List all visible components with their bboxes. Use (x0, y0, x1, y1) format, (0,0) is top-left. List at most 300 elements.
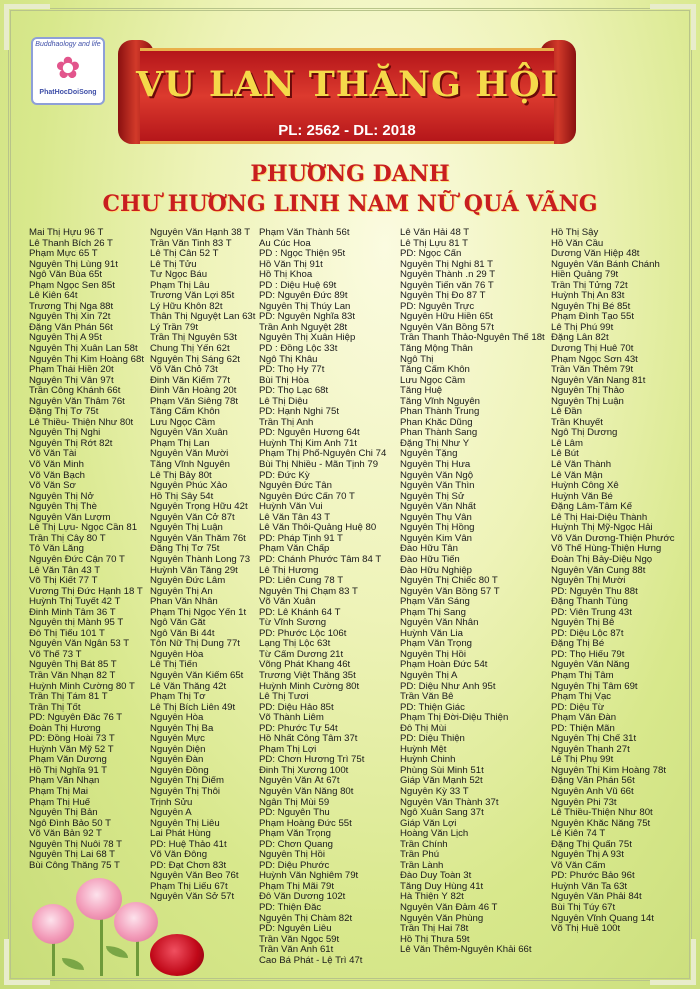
name-entry: Võ Thành Liêm (259, 713, 324, 724)
name-entry: Đặng Thị Tơ 75t (29, 407, 99, 418)
name-entry: PD: Phước Tự 54t (259, 723, 338, 734)
name-entry: Võ Văn Bản 92 T (29, 829, 102, 840)
name-entry: PD: Huệ Thảo 41t (150, 839, 227, 850)
name-entry: Nguyễn Đức Tân (259, 481, 332, 492)
name-entry: PD: Nguyên Đắc 76 T (29, 713, 123, 724)
name-entry: Nguyễn Anh Vũ 66t (551, 786, 634, 797)
name-entry: Nguyễn Thị Hưa (400, 460, 471, 471)
name-entry: Nguyễn Văn Ất 67t (259, 776, 340, 787)
name-entry: Phạm Ngọc Sen 85t (29, 280, 115, 291)
name-entry: Nguyễn Vĩnh Quang 14t (551, 913, 654, 924)
name-entry: Nguyễn Thị Hồi (400, 649, 466, 660)
name-entry: PD: Diệu Từ (551, 702, 605, 713)
name-entry: Đào Hữu Tiến (400, 554, 460, 565)
name-entry: PD: Phước Lộc 106t (259, 628, 347, 639)
name-entry: Ngô Xuân Sang 37t (400, 808, 484, 819)
name-entry: Phạm Mực 65 T (29, 249, 98, 260)
name-entry: Võ Văn Sơ (29, 481, 76, 492)
name-entry: Trần Văn Ngọc 59t (259, 934, 340, 945)
name-entry: Nguyễn Thị Thè (29, 502, 97, 513)
name-entry: PD: Ngọc Cẩn (400, 249, 462, 260)
name-entry: Võ Văn Chỏ 73t (150, 365, 218, 376)
name-entry: Huỳnh Thị Mỹ-Ngọc Hải (551, 523, 653, 534)
name-entry: Phạm Văn Chấp (259, 544, 330, 555)
name-entry: Đặng Thanh Tùng (551, 597, 628, 608)
name-entry: Nguyễn Văn Nhân (400, 618, 479, 629)
name-entry: PD: Đức Kỳ (259, 470, 310, 481)
name-entry: PD: Diệu Thiện (400, 734, 465, 745)
name-entry: Huỳnh Thị Tuyết 42 T (29, 597, 121, 608)
name-entry: Trần Thị Tốt (29, 702, 81, 713)
name-entry: Đỗ Thị Mùi (400, 723, 447, 734)
name-entry: Võ Thể Hùng-Thiện Hưng (551, 544, 662, 555)
name-entry: Phùng Sùi Minh 51t (400, 765, 484, 776)
name-entry: PD: Chơn Hương Trì 75t (259, 755, 365, 766)
name-entry: Phan Thành Sang (400, 428, 478, 439)
name-entry: Dương Văn Hiệp 48t (551, 249, 640, 260)
name-entry: Đặng Lân 82t (551, 333, 609, 344)
name-entry: PD: Diệu Lộc 87t (551, 628, 624, 639)
rose-stem (52, 942, 55, 976)
name-entry: Bùi Thị Hòa (259, 375, 309, 386)
name-entry: Nguyễn Thị Chế 31t (551, 734, 637, 745)
name-entry: Huỳnh Thị An 83t (551, 291, 625, 302)
name-entry: Nguyễn Văn Bồng 57t (400, 322, 494, 333)
name-entry: Tăng Cẩm Khôn (400, 365, 470, 376)
name-entry: Trần Văn Thêm 79t (551, 365, 634, 376)
name-entry: Lê Thị Tươi (259, 692, 309, 703)
name-entry: Hồ Thị Thưa 59t (400, 934, 470, 945)
name-entry: Bùi Công Thắng 75 T (29, 860, 120, 871)
name-entry: Đặng Lâm-Tâm Kế (551, 502, 633, 513)
name-entry: Lê Thị Phú 99t (551, 322, 614, 333)
name-entry: Trần Thị Cây 80 T (29, 533, 106, 544)
name-entry: Lê Văn Tân 43 T (29, 565, 101, 576)
name-entry: Nguyễn Thị Sáng 62t (150, 354, 240, 365)
heading-line-1: PHƯƠNG DANH (250, 161, 450, 187)
name-entry: Lạng Thị Lộc 63t (259, 639, 331, 650)
name-entry: Nguyễn Thị Chạm 83 T (259, 586, 358, 597)
name-entry: Nguyễn Kỳ 33 T (400, 786, 469, 797)
name-entry: PD: Diệu Hảo 85t (259, 702, 334, 713)
name-entry: PD: Nguyên Hương 64t (259, 428, 360, 439)
name-entry: PD: Pháp Tịnh 91 T (259, 533, 343, 544)
name-entry: Nguyễn Thị A (400, 670, 458, 681)
name-entry: Nguyễn Văn Lượm (29, 512, 111, 523)
name-entry: Đặng Thị Như Ý (400, 438, 470, 449)
name-entry: PD: Nguyên Thu 88t (551, 586, 638, 597)
name-entry: Nguyễn Thị Nuôi 78 T (29, 839, 122, 850)
name-entry: Nguyễn Tiến văn 76 T (400, 280, 494, 291)
name-entry: Võ Văn Đông (150, 850, 208, 861)
name-entry: Trần Thị Nguyên 53t (150, 333, 237, 344)
name-entry: Lê Thị Hai-Diệu Thành (551, 512, 648, 523)
name-entry: Nguyễn Thị Nở (29, 491, 94, 502)
name-entry: Phạm Hoàn Đức 54t (400, 660, 488, 671)
name-entry: Nguyễn Văn Đảm 46 T (400, 903, 498, 913)
name-entry: Nguyễn Văn Phải 84t (551, 892, 642, 903)
name-entry: Lê Kiên 64t (29, 291, 78, 302)
name-entry: Nguyễn Văn Cở 87t (150, 512, 235, 523)
name-entry: Nguyễn Thị Lai 68 T (29, 850, 116, 861)
site-logo[interactable] (31, 37, 105, 105)
name-entry: Nguyễn Văn Ngân 53 T (29, 639, 130, 650)
name-entry: Huỳnh Công Xê (551, 481, 619, 492)
name-entry: Đoàn Thị Hương (29, 723, 101, 734)
name-entry: Nguyễn Thị Vân 97t (29, 375, 114, 386)
name-entry: Lê Thị Phụ 99t (551, 755, 614, 766)
name-entry: Nguyễn Văn Thành 37t (400, 797, 499, 808)
name-entry: Nguyễn Diện (150, 744, 206, 755)
name-entry: Huỳnh Thị Kim Anh 71t (259, 438, 357, 449)
name-entry: Đoàn Thị Bảy-Diệu Ngọ (551, 554, 653, 565)
name-entry: Ngô Văn Bùa 65t (29, 270, 103, 281)
name-entry: Đặng Thị Quẩn 75t (551, 839, 632, 850)
name-entry: Võ Thị Kiết 77 T (29, 576, 98, 587)
name-entry: Lê Thị Tiến (150, 660, 198, 671)
name-entry: Phạm Thị Tơ (150, 692, 206, 703)
name-entry: Đặng Văn Phán 56t (29, 322, 113, 333)
name-entry: Nguyễn Đức Cẩn 70 T (259, 491, 355, 502)
name-entry: Võ Văn Cẩm (551, 860, 606, 871)
name-entry: Đỗ Thị Tiểu 101 T (29, 628, 105, 639)
name-entry: Nguyễn Thị A 93t (551, 850, 624, 861)
names-column-3 (259, 228, 398, 966)
name-entry: Lai Phát Hùng (150, 829, 211, 840)
name-entry: Nguyễn Tặng (400, 449, 458, 460)
name-entry: Nguyễn Văn Mười (150, 449, 229, 460)
banner-date: PL: 2562 - DL: 2018 (278, 122, 416, 139)
name-entry: Lý Trần 79t (150, 322, 198, 333)
name-entry: Trần Thị Tửng 72t (551, 280, 628, 291)
name-entry: Nguyễn Thị Chàm 82t (259, 913, 353, 924)
name-entry: Nguyễn Thị Bản (29, 808, 98, 819)
name-entry: Nguyễn Thanh 27t (551, 744, 630, 755)
name-entry: Nguyễn Thành Long 73 (150, 554, 251, 565)
name-entry: Phạm Văn Sáng (400, 597, 470, 608)
name-entry: Ngô Thị (400, 354, 434, 365)
corner-ornament-top-right (650, 4, 696, 50)
name-entry: PD : Đồng Lộc 33t (259, 344, 338, 355)
name-entry: Nguyễn Văn Thìn (400, 481, 475, 492)
names-column-1 (29, 228, 149, 871)
name-entry: Nguyễn Văn Bánh Chánh (551, 259, 660, 270)
name-entry: Nguyễn Văn Nhất (400, 502, 476, 513)
name-entry: Lê Thanh Bích 26 T (29, 238, 113, 249)
name-entry: Nguyễn Thị Diểm (150, 776, 224, 787)
name-entry: Dương Thị Huê 70t (551, 344, 634, 355)
name-entry: Trần Khuyết (551, 417, 603, 428)
name-entry: Lê Thiều-Thiện Như 80t (551, 808, 653, 819)
names-column-5 (551, 228, 691, 935)
name-entry: Nguyễn Khắc Nẵng 75t (551, 818, 651, 829)
name-entry: Nguyễn Thị Luận (150, 523, 223, 534)
lotus-icon: ✿ (55, 52, 81, 85)
name-entry: Nguyễn Hòa (150, 649, 204, 660)
name-entry: PD: Nguyên Thu (259, 808, 330, 819)
name-entry: Tăng Vĩnh Nguyên (400, 396, 481, 407)
name-entry: Nguyễn Thị Xuân Lan 58t (29, 344, 138, 355)
name-entry: Tôn Nữ Thị Dung 77t (150, 639, 240, 650)
name-entry: PD: Diệu Như Ánh 95t (400, 681, 496, 692)
name-entry: PD: Thọ Lạc 68t (259, 386, 329, 397)
names-list (29, 228, 689, 973)
name-entry: Đinh Thị Xương 100t (259, 765, 349, 776)
name-entry: Đặng Thị Bé (551, 639, 605, 650)
name-entry: Đặng Văn Phán 56t (551, 776, 635, 787)
name-entry: Lê Văn Thôi-Quảng Huệ 80 (259, 523, 377, 534)
name-entry: Phạm Văn Trọng (400, 639, 472, 650)
name-entry: Huỳnh Chinh (400, 755, 456, 766)
name-entry: PD: Hạnh Nghi 75t (259, 407, 339, 418)
name-entry: Phan Văn Nhân (150, 597, 218, 608)
name-entry: Võ Văn Bạch (29, 470, 86, 481)
name-entry: Phạm Thị Đời-Diệu Thiện (400, 713, 509, 724)
name-entry: Phạm Thị Lẫu (150, 280, 210, 291)
name-entry: Nguyễn Thành .n 29 T (400, 270, 496, 281)
name-entry: Lý Hữu Khôn 82t (150, 301, 223, 312)
name-entry: Trần Văn Anh 61t (259, 945, 334, 956)
name-entry: Huỳnh Văn Tăng 29t (150, 565, 238, 576)
name-entry: Phạm Thị Vạc (551, 692, 612, 703)
name-entry: Hồ Thị Nghĩa 91 T (29, 765, 108, 776)
name-entry: Võ Văn Minh (29, 460, 84, 471)
name-entry: Nguyễn Thị Xin 72t (29, 312, 111, 323)
name-entry: Phan Thành Trung (400, 407, 480, 418)
name-entry: Trần Văn Nhạn 82 T (29, 670, 116, 681)
name-entry: Tăng Huệ (400, 386, 443, 397)
name-entry: Trần Thị Tám 81 T (29, 692, 108, 703)
name-entry: Vương Thị Đức Hạnh 18 T (29, 586, 143, 597)
name-entry: Phạm Văn Siêng 78t (150, 396, 239, 407)
name-entry: Nguyễn Phúc Xảo (150, 481, 228, 492)
name-entry: Tăng Duy Hùng 41t (400, 881, 484, 892)
name-entry: PD: Lê Khánh 64 T (259, 607, 341, 618)
name-entry: PD: Liên Cung 78 T (259, 576, 344, 587)
name-entry: Nguyễn Văn Phùng (400, 913, 484, 924)
name-entry: Nguyễn Thị Nghi 81 T (400, 259, 493, 270)
name-entry: PD : Ngọc Thiện 95t (259, 249, 346, 260)
name-entry: Ngô Thị Khâu (259, 354, 318, 365)
name-entry: PD: Viên Trung 43t (551, 607, 632, 618)
name-entry: Nguyễn thị Mành 95 T (29, 618, 124, 629)
name-entry: Nguyễn Thị Xuân Hiệp (259, 333, 356, 344)
name-entry: Huỳnh Văn Ta 63t (551, 881, 628, 892)
name-entry: Lê Thị Bích Liên 49t (150, 702, 236, 713)
name-entry: Nguyễn Thị Liễu (150, 818, 220, 829)
name-entry: Lê Văn Mận (551, 470, 603, 481)
name-entry: Nguyễn Thị Đo 87 T (400, 291, 486, 302)
name-entry: Nguyễn Đồng (150, 765, 209, 776)
red-rose (150, 934, 204, 976)
name-entry: Hồ Thị Sậy (551, 228, 599, 238)
name-entry: Nguyễn Văn Nẵng (551, 660, 630, 671)
name-entry: PD: Phước Bảo 96t (551, 871, 635, 882)
name-entry: Võ Thể 73 T (29, 649, 82, 660)
name-entry: Huỳnh Văn Nghiêm 79t (259, 871, 359, 882)
name-entry: PD: Nguyên Nghĩa 83t (259, 312, 355, 323)
pink-rose (114, 902, 158, 942)
name-entry: Trần Công Khánh 66t (29, 386, 121, 397)
name-entry: Võ Văn Xuân (259, 597, 316, 608)
name-entry: Ngô Thị Dương (551, 428, 618, 439)
names-column-4 (400, 228, 550, 956)
name-entry: PD: Thiện Giác (400, 702, 465, 713)
name-entry: Phạm Ngọc Sơn 43t (551, 354, 638, 365)
name-entry: Trương Văn Lợi 85t (150, 291, 235, 302)
name-entry: Lê Thị Diệu (259, 396, 308, 407)
name-entry: PD: Thọ Hy 77t (259, 365, 325, 376)
name-entry: Phạm Thị Lợi (259, 744, 317, 755)
name-entry: Nguyễn Thị Luận (551, 396, 624, 407)
name-entry: Trương Việt Thắng 35t (259, 670, 356, 681)
name-entry: Nguyễn Thị Hồng (400, 523, 475, 534)
name-entry: Nguyễn Đức Cận 70 T (29, 554, 125, 565)
name-entry: Bùi Thị Túy 67t (551, 903, 616, 913)
name-entry: Đào Duy Toàn 3t (400, 871, 472, 882)
name-entry: Nguyễn Văn Xuân (150, 428, 228, 439)
name-entry: Hồ Thị Khoa (259, 270, 313, 281)
name-entry: Giáp Văn Lợi (400, 818, 457, 829)
name-entry: PD: Thiện Mãn (551, 723, 615, 734)
name-entry: Đinh Minh Tâm 36 T (29, 607, 116, 618)
name-entry: Nguyễn Văn Cung 88t (551, 565, 646, 576)
name-entry: Lê Thiều- Thiện Như 80t (29, 417, 134, 428)
name-entry: Nguyễn Thị Nghi (29, 428, 101, 439)
name-entry: Ngô Văn Bi 44t (150, 628, 215, 639)
name-entry: Ngô Văn Gắt (150, 618, 206, 629)
name-entry: Nguyễn Đàn (150, 755, 204, 766)
name-entry: Lê Văn Tân 43 T (259, 512, 331, 523)
name-entry: Hiền Quảng 79t (551, 270, 619, 281)
name-entry: Lê Thị Tửu (150, 259, 197, 270)
name-entry: Nguyễn Mực (150, 734, 205, 745)
name-entry: PD: Thọ Hiếu 79t (551, 649, 625, 660)
name-entry: Âu Cúc Hoa (259, 238, 311, 249)
name-entry: Nguyễn Thị A 95t (29, 333, 102, 344)
name-entry: Nguyễn Thị Kim Hoàng 68t (29, 354, 145, 365)
name-entry: Nguyễn Thị Ba (150, 723, 214, 734)
name-entry: Nguyễn Văn Bồng 57 T (400, 586, 500, 597)
name-entry: PD: Diệu Phước (259, 860, 330, 871)
name-entry: PD: Đạt Chơn 83t (150, 860, 227, 871)
name-entry: Phạm Hoàng Đức 55t (259, 818, 352, 829)
name-entry: Lê Thị Hương (259, 565, 319, 576)
name-entry: Đào Hữu Nghiệp (400, 565, 473, 576)
name-entry: Nguyễn Phi 73t (551, 797, 617, 808)
name-entry: Huỳnh Mệt (400, 744, 447, 755)
name-entry: Nguyễn Văn Hạnh 38 T (150, 228, 251, 238)
name-entry: Lê Văn Hải 48 T (400, 228, 470, 238)
name-entry: Lê Văn Thành (551, 460, 612, 471)
name-entry: Đinh Văn Hoàng 20t (150, 386, 237, 397)
name-entry: Nguyễn Thị Thúy Lan (259, 301, 351, 312)
name-entry: Ngân Thị Mùi 59 (259, 797, 330, 808)
name-entry: PD: Nguyên Đức 89t (259, 291, 348, 302)
name-entry: PD: Thiện Đắc (259, 903, 322, 913)
name-entry: Nguyễn Thị An (150, 586, 213, 597)
name-entry: Trần Ánh Nguyệt 28t (259, 322, 348, 333)
name-entry: Nguyễn Thị Mười (551, 576, 626, 587)
name-entry: Nguyễn Thị Lùng 91t (29, 259, 118, 270)
name-entry: Phạm Thị Liếu 67t (150, 881, 228, 892)
name-entry: Nguyễn Văn Thâm 76t (29, 396, 125, 407)
name-entry: Lê Văn Thắng 42t (150, 681, 227, 692)
name-entry: PD: Nguyên Liễu (259, 924, 332, 935)
name-entry: Nguyễn Văn Ngộ (400, 470, 474, 481)
name-entry: Từ Cẩm Dương 21t (259, 649, 344, 660)
name-entry: Đặng Thị Tơ 75t (150, 544, 220, 555)
name-entry: Chung Thị Yến 62t (150, 344, 230, 355)
banner-title: VU LAN THĂNG HỘI (135, 64, 559, 105)
name-entry: Nguyễn Hòa (150, 713, 204, 724)
name-entry: Trần Chính (400, 839, 448, 850)
names-column-2 (150, 228, 258, 903)
name-entry: Huỳnh Minh Cường 80t (259, 681, 360, 692)
name-entry: Nguyễn Trọng Hữu 42t (150, 502, 248, 513)
name-entry: Từ Vĩnh Sương (259, 618, 327, 629)
name-entry: Nguyễn Văn Kiểm 65t (150, 670, 244, 681)
name-entry: Trần Phú (400, 850, 440, 861)
title-scroll-banner (118, 36, 576, 150)
name-entry: Huỳnh Văn Bé (551, 491, 613, 502)
name-entry: Huỳnh Văn Vui (259, 502, 323, 513)
name-entry: Phạm Thị Tâm (551, 670, 614, 681)
name-entry: Trần Văn Bê (400, 692, 454, 703)
name-entry: Nguyễn Thị Tâm 69t (551, 681, 638, 692)
name-entry: Nguyễn Thị Kim Hoàng 78t (551, 765, 667, 776)
rose-leaf (106, 946, 128, 958)
name-entry: Nguyễn Thị Rớt 82t (29, 438, 113, 449)
name-entry: Nguyễn Thụ Vân (400, 512, 472, 523)
name-entry: Trịnh Sửu (150, 797, 193, 808)
name-entry: Hà Thiện Ý 82t (400, 892, 464, 903)
name-entry: Ngô Đình Bảo 50 T (29, 818, 111, 829)
name-entry: Tăng Mộng Thân (400, 344, 473, 355)
name-entry: Bùi Thị Nhiều - Mãn Tịnh 79 (259, 460, 379, 471)
name-entry: Phạm Thái Hiền 20t (29, 365, 114, 376)
pink-rose (32, 904, 74, 944)
name-entry: Lê Kiên 74 T (551, 829, 606, 840)
name-entry: Tăng Cẩm Khôn (150, 407, 220, 418)
name-entry: Cao Bá Phát - Lệ Trì 47t (259, 955, 363, 966)
name-entry: Nguyễn Văn Thắm 76t (150, 533, 246, 544)
name-entry: Trần Thị Hai 78t (400, 924, 469, 935)
name-entry: Trương Thị Nga 88t (29, 301, 114, 312)
name-entry: Nguyễn Văn Beo 76t (150, 871, 239, 882)
rose-stem (136, 940, 139, 976)
rose-stem (100, 918, 103, 976)
name-entry: PD: Nguyên Trực (400, 301, 475, 312)
name-entry: Phạm Thị Huế (29, 797, 91, 808)
name-entry: Nguyễn Thị Sử (400, 491, 465, 502)
name-entry: Huỳnh Minh Cường 80 T (29, 681, 135, 692)
name-entry: Phạm Đình Tạo 55t (551, 312, 635, 323)
name-entry: Lê Đần (551, 407, 582, 418)
name-entry: Lê Bút (551, 449, 579, 460)
name-entry: Nguyễn A (150, 808, 192, 819)
name-entry: Lê Thị Bảy 80t (150, 470, 212, 481)
name-entry: Nguyễn Đức Lâm (150, 576, 226, 587)
name-entry: Phạm Thị Phổ-Nguyên Chi 74 (259, 449, 387, 460)
logo-site-name: PhatHocDoiSong (39, 89, 97, 96)
name-entry: PD: Chơn Quang (259, 839, 334, 850)
name-entry: Nguyễn Thị Bát 85 T (29, 660, 117, 671)
name-entry: Hồ Nhất Công Tâm 37t (259, 734, 358, 745)
name-entry: Hồ Văn Cầu (551, 238, 604, 249)
name-entry: Nguyễn Văn Nang 81t (551, 375, 646, 386)
heading-line-2: CHƯ HƯƠNG LINH NAM NỮ QUÁ VÃNG (102, 191, 598, 217)
